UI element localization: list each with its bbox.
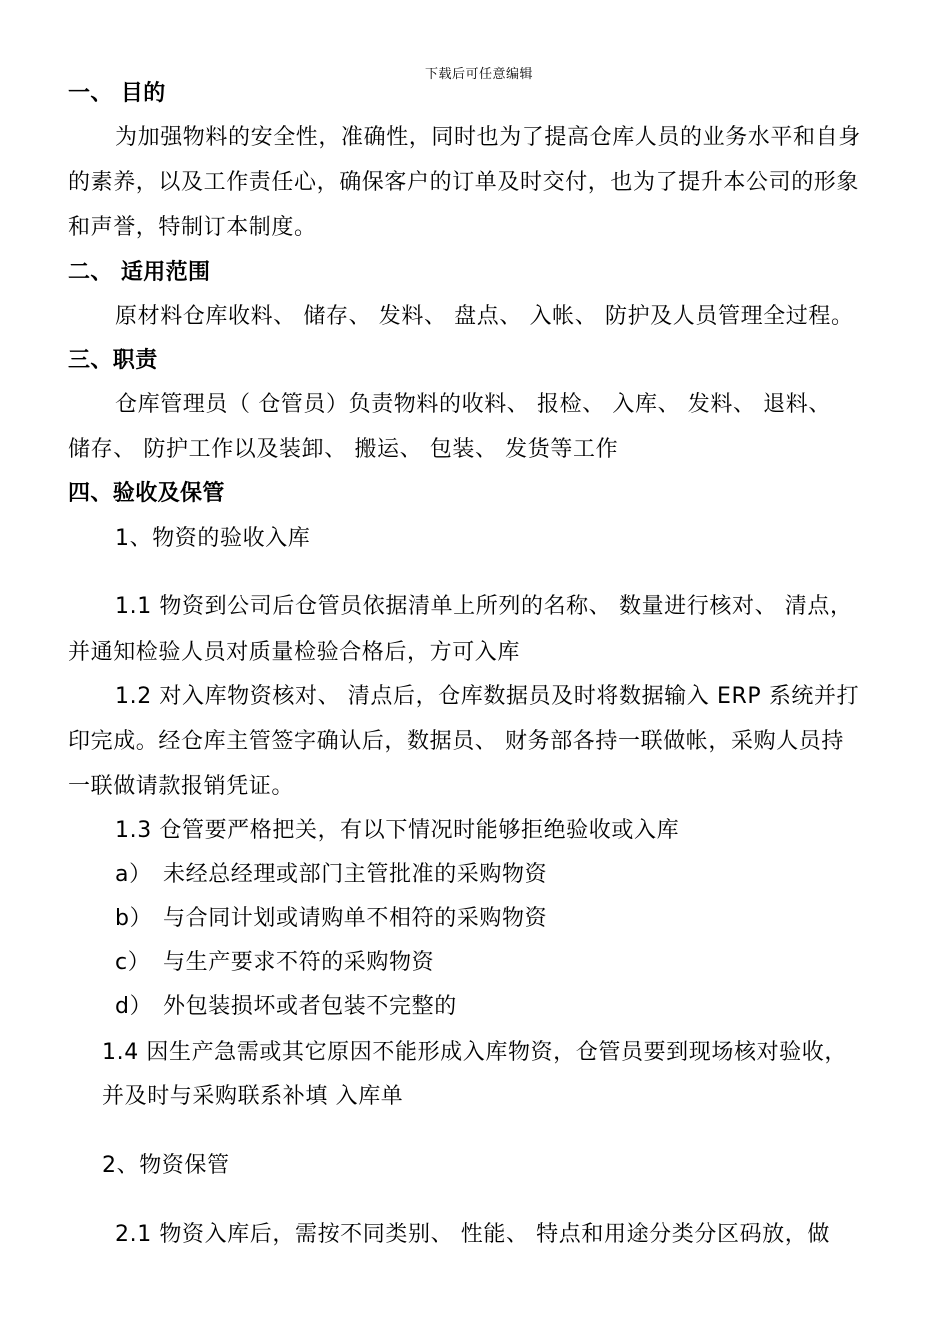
list-item <box>115 905 547 933</box>
para-1-4-line-1: 1.4 因生产急需或其它原因不能形成入库物资，仓管员要到现场核对验收， <box>102 1040 847 1065</box>
subsection-1-title: 1、物资的验收入库 <box>115 526 311 551</box>
list-item-text: 与生产要求不符的采购物资 <box>163 950 435 975</box>
para-1-2-line-1: 1.2 对入库物资核对、 清点后，仓库数据员及时将数据输入 ERP 系统并打 <box>115 684 860 709</box>
section-1-line-1: 为加强物料的安全性，准确性，同时也为了提高仓库人员的业务水平和自身 <box>115 125 861 150</box>
para-1-4-line-2: 并及时与采购联系补填 入库单 <box>102 1084 404 1109</box>
section-1-title: 一、 目的 <box>68 81 166 106</box>
section-1-line-2: 的素养，以及工作责任心，确保客户的订单及时交付，也为了提升本公司的形象 <box>68 170 860 195</box>
section-2-line: 原材料仓库收料、 储存、 发料、 盘点、 入帐、 防护及人员管理全过程。 <box>115 304 854 329</box>
para-1-2-line-2: 印完成。经仓库主管签字确认后，数据员、 财务部各持一联做帐，采购人员持 <box>68 729 844 754</box>
para-1-3: 1.3 仓管要严格把关，有以下情况时能够拒绝验收或入库 <box>115 818 680 843</box>
list-item-text: 未经总经理或部门主管批准的采购物资 <box>163 862 548 887</box>
page-header-note: 下载后可任意编辑 <box>425 67 534 82</box>
subsection-2-title: 2、物资保管 <box>102 1153 230 1178</box>
list-item-mark: c） <box>115 950 151 975</box>
para-2-1: 2.1 物资入库后，需按不同类别、 性能、 特点和用途分类分区码放，做 <box>115 1222 830 1247</box>
list-item-text: 与合同计划或请购单不相符的采购物资 <box>163 906 548 931</box>
section-1-line-3: 和声誉，特制订本制度。 <box>68 215 317 240</box>
section-4-title: 四、验收及保管 <box>68 481 225 506</box>
list-item-mark: a） <box>115 862 152 887</box>
list-item <box>115 993 457 1021</box>
list-item-text: 外包装损坏或者包装不完整的 <box>163 994 457 1019</box>
list-item <box>115 861 547 889</box>
list-item-mark: d） <box>115 994 153 1019</box>
para-1-1-line-1: 1.1 物资到公司后仓管员依据清单上所列的名称、 数量进行核对、 清点， <box>115 594 853 619</box>
section-2-title: 二、 适用范围 <box>68 260 211 285</box>
section-3-line-1: 仓库管理员（ 仓管员）负责物料的收料、 报检、 入库、 发料、 退料、 <box>115 392 831 417</box>
list-item-mark: b） <box>115 906 153 931</box>
para-1-2-line-3: 一联做请款报销凭证。 <box>68 774 295 799</box>
section-3-title: 三、职责 <box>68 348 158 373</box>
list-item <box>115 949 434 977</box>
section-3-line-2: 储存、 防护工作以及装卸、 搬运、 包装、 发货等工作 <box>68 437 619 462</box>
para-1-1-line-2: 并通知检验人员对质量检验合格后，方可入库 <box>68 640 521 665</box>
